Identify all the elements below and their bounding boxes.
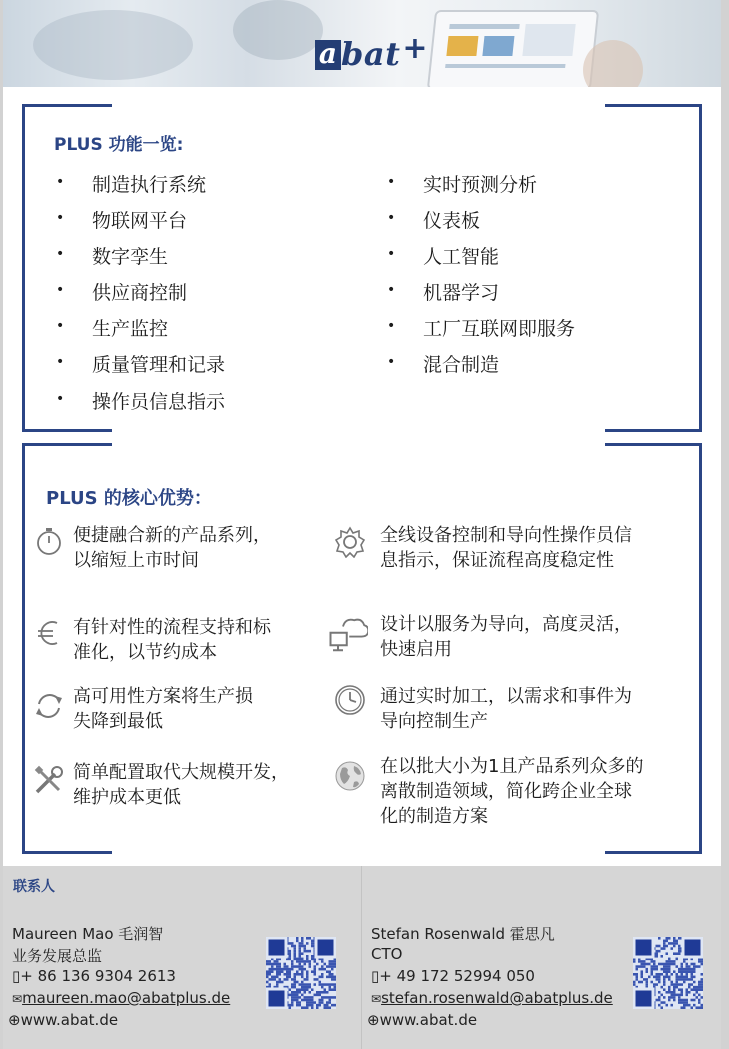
contact-role: CTO [371,945,403,963]
contacts-divider [361,866,362,1049]
page-frame-right [721,0,729,1049]
contact-phone: ▯+ 86 136 9304 2613 [12,967,176,985]
email-link[interactable]: maureen.mao@abatplus.de [22,989,231,1007]
bullet: • [56,282,65,298]
bullet: • [56,354,65,370]
bullet: • [387,354,396,370]
bullet: • [387,210,396,226]
contact-email[interactable] [12,989,230,1007]
globe-small-icon: ⊕ [367,1011,380,1029]
clock-icon [334,684,366,716]
euro-icon [33,617,65,649]
mail-icon: ✉ [371,992,382,1006]
bullet: • [387,282,396,298]
globe-icon [334,760,366,792]
abat-logo [315,28,428,73]
banner-tablet-image [427,10,599,87]
gear-icon [334,526,366,558]
bullet: • [387,174,396,190]
web-link[interactable]: www.abat.de [379,1011,478,1029]
bullet: • [56,210,65,226]
advantages-title: PLUS 的核心优势： [46,488,212,509]
contact-role: 业务发展总监 [12,947,103,965]
bullet: • [56,246,65,262]
bullet: • [387,318,396,334]
banner-machine-image [33,10,193,80]
email-link[interactable]: stefan.rosenwald@abatplus.de [381,989,613,1007]
bullet: • [56,174,65,190]
contact-phone: ▯+ 49 172 52994 050 [371,967,535,985]
refresh-icon [33,690,65,722]
brochure-page: a bat + PLUS 功能一览: • 制造执行系统 • 物联网平台 • 数字孪生 • 供应商控制 • 生产监控 • 质量管理和记录 • 操作员信息指示 • 实时预测分析 • 仪表板 • 人工智能 • 机器学习 • 工厂互联网即服务 • 混合制造 PLUS 的核心优势： 便捷融合新的产品系列， 以缩短上市时间 全线设备控制和导向性操作员信 息指示，保证流程高度稳定性 有针对性的流程支持和标 准化，以节约成本 设计以服务为导向，高度灵活， 快速启用 高可用性方案将生产损 失降到最低 通过实时加工，以需求和事件为 导向控制生产 简单配置取代大规模开发， 维护成本更低 在以批大小为1且产品系列众多的 离散制造领域，简化跨企业全球 化的制造方案 联系人 Maureen Mao 毛润智 业务发展总监 ▯+ 86 136 9304 2613 ✉maureen.mao@abatplus.de ⊕www.abat.de Stefan Rosenwald 霍思凡 CTO ▯+ 49 172 52994 050 ✉stefan.rosenwald@abatplus.de ⊕www.abat.de [0,0,729,1049]
bullet: • [387,246,396,262]
globe-small-icon: ⊕ [8,1011,21,1029]
tools-icon [33,764,65,796]
web-link[interactable]: www.abat.de [20,1011,119,1029]
logo-a: a [315,40,341,70]
contact-email[interactable] [371,989,613,1007]
banner-robot-image [233,0,323,60]
qr-code [266,937,336,1009]
banner-hand-image [583,40,643,87]
cloud-monitor-icon [328,614,368,654]
phone-icon: ▯ [371,967,380,985]
contact-name: Stefan Rosenwald 霍思凡 [371,925,555,943]
qr-code [633,937,703,1009]
contact-web[interactable] [8,1011,118,1029]
mail-icon: ✉ [12,992,23,1006]
logo-plus: + [402,31,428,66]
bullet: • [56,318,65,334]
phone-icon: ▯ [12,967,21,985]
contact-name: Maureen Mao 毛润智 [12,925,164,943]
contacts-panel [3,866,721,1049]
logo-text: bat [341,35,401,73]
features-title: PLUS 功能一览: [54,135,184,155]
contact-web[interactable] [367,1011,477,1029]
stopwatch-icon [33,525,65,557]
bullet: • [56,391,65,407]
contacts-title: 联系人 [13,879,55,895]
header-banner [3,0,721,87]
